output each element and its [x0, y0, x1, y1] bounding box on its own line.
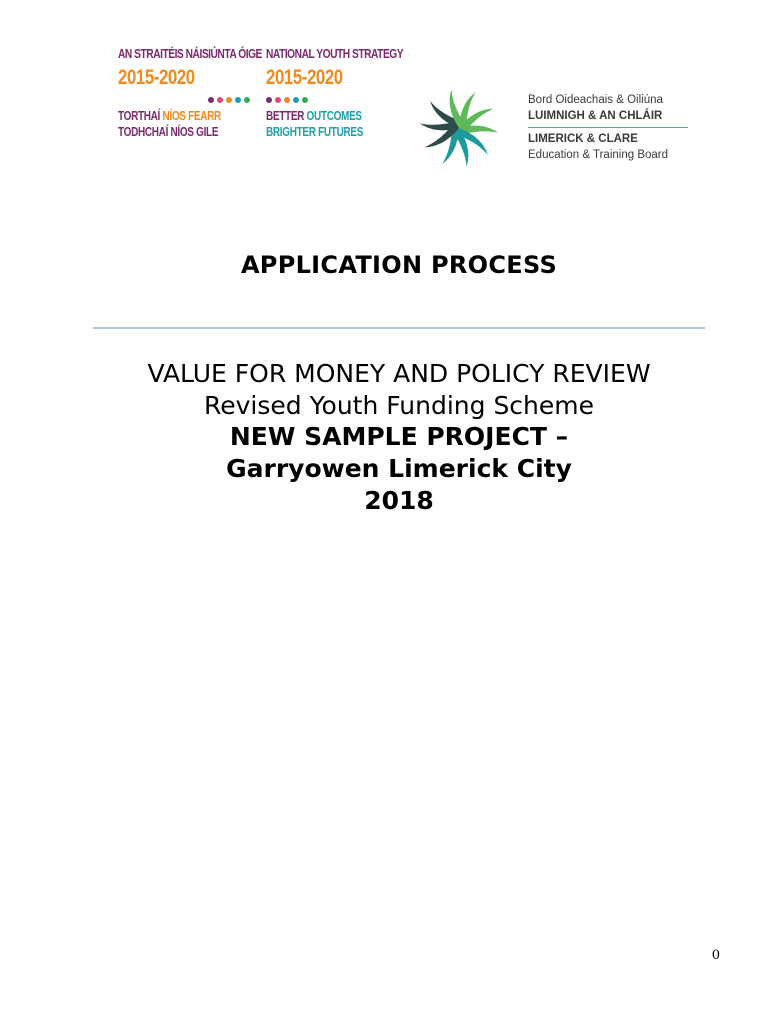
limerick-clare-etb-logo: [410, 80, 700, 176]
nys-dot: [302, 97, 308, 103]
etb-line-english-1: LIMERICK & CLARE: [528, 133, 638, 145]
heading-line-location: Garryowen Limerick City: [226, 454, 572, 483]
nys-dots-irish: [208, 97, 258, 103]
pinwheel-swirl-icon: [410, 80, 508, 176]
etb-line-irish-1: Bord Oideachais & Oiliúna: [528, 94, 663, 106]
nys-irish-name: AN STRAITÉIS NÁISIÚNTA ÓIGE: [118, 47, 262, 61]
nys-english-tagline-1: [266, 108, 378, 124]
nys-years-english: 2015-2020: [266, 66, 343, 89]
heading-line-project: NEW SAMPLE PROJECT –: [229, 422, 569, 451]
nys-dot: [226, 97, 232, 103]
nys-dot: [208, 97, 214, 103]
nys-english-tagline-1b: OUTCOMES: [306, 109, 362, 123]
nys-english-tagline-1a: BETTER: [266, 109, 305, 123]
nys-irish-column: [118, 46, 262, 140]
document-heading: [29, 358, 769, 517]
etb-line-english-2: Education & Training Board: [528, 149, 669, 161]
nys-irish-tagline-2: TODHCHAÍ NÍOS GILE: [118, 125, 219, 139]
etb-divider: [528, 127, 688, 128]
nys-english-column: [266, 46, 406, 140]
nys-irish-tagline-1: [118, 108, 230, 124]
nys-years-irish: 2015-2020: [118, 66, 195, 89]
nys-english-name: NATIONAL YOUTH STRATEGY: [266, 47, 404, 61]
page-number: 0: [711, 948, 720, 963]
nys-dot: [293, 97, 299, 103]
etb-logo-text: [528, 92, 700, 163]
nys-dot: [284, 97, 290, 103]
nys-dot: [244, 97, 250, 103]
nys-english-tagline-2: BRIGHTER FUTURES: [266, 125, 364, 139]
nys-dot: [217, 97, 223, 103]
nys-dot: [266, 97, 272, 103]
page-title: APPLICATION PROCESS: [240, 251, 558, 279]
etb-line-irish-2: LUIMNIGH & AN CHLÁIR: [528, 110, 663, 122]
nys-dots-english: [266, 97, 406, 103]
heading-line-year: 2018: [364, 486, 434, 515]
heading-line-scheme: Revised Youth Funding Scheme: [203, 391, 595, 420]
national-youth-strategy-logo: [118, 46, 402, 156]
nys-irish-tagline-1a: TORTHAÍ: [118, 109, 161, 123]
nys-irish-tagline-1b: NÍOS FEARR: [162, 109, 221, 123]
nys-dot: [235, 97, 241, 103]
horizontal-rule: [93, 327, 705, 329]
heading-line-review: VALUE FOR MONEY AND POLICY REVIEW: [147, 359, 651, 388]
nys-dot: [275, 97, 281, 103]
